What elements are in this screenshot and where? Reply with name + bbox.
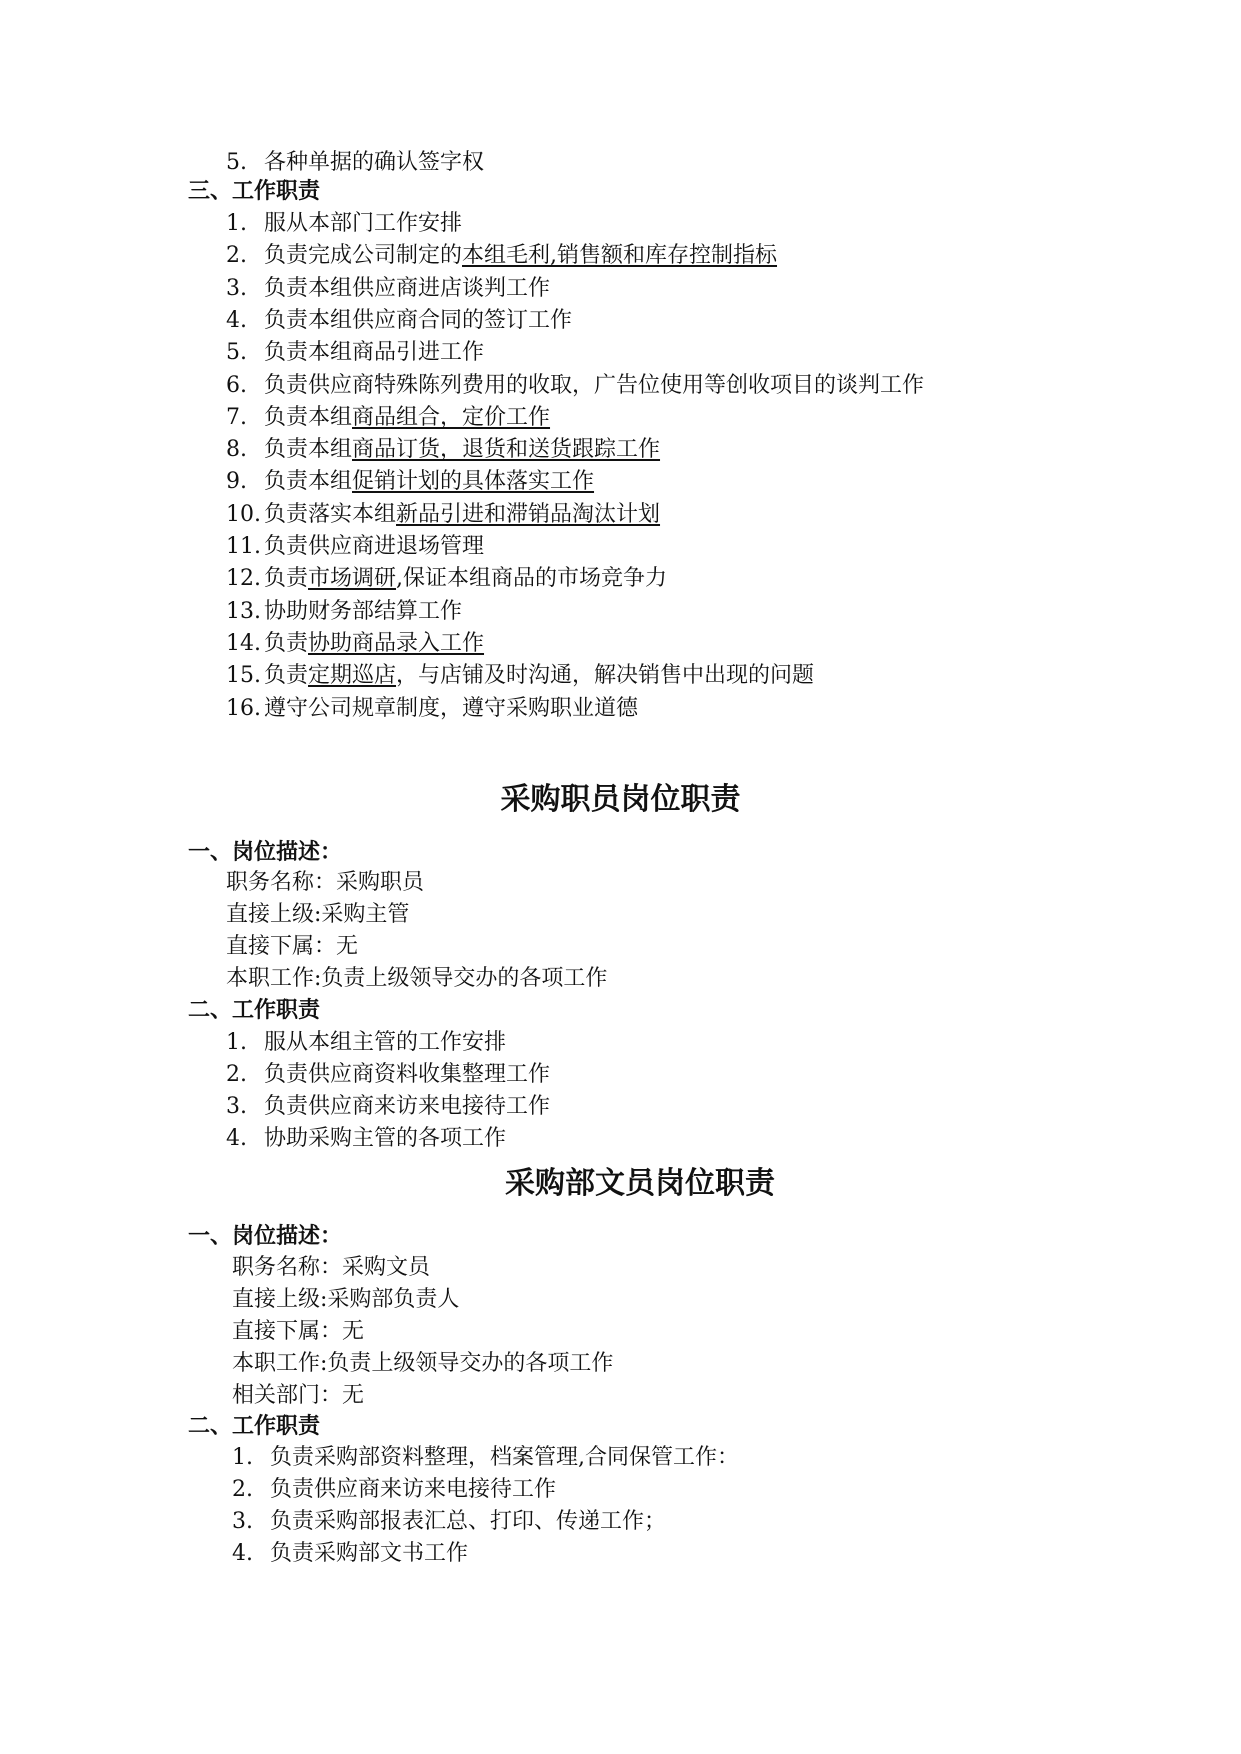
duty-text: 负责供应商进退场管理 <box>264 534 485 559</box>
duty-number: 11. <box>226 534 261 559</box>
duty-number: 2. <box>226 243 247 268</box>
duty-text: 协助财务部结算工作 <box>264 599 463 624</box>
description-line: 直接上级:采购主管 <box>226 902 410 927</box>
section-heading: 二、工作职责 <box>188 998 321 1023</box>
duty-item <box>226 371 924 401</box>
duty-text-underlined: 市场调研 <box>308 566 397 591</box>
duty-item <box>226 241 777 271</box>
duty-item <box>226 306 572 336</box>
duty-text-underlined: 定期巡店 <box>308 663 397 688</box>
duty-text-underlined: 协助商品录入工作 <box>308 631 485 656</box>
section-heading: 二、工作职责 <box>188 1414 321 1439</box>
duty-item: 3. 负责供应商来访来电接待工作 <box>226 1094 551 1119</box>
duty-number: 5. <box>226 340 247 365</box>
duty-item <box>226 435 660 465</box>
section-title: 采购职员岗位职责 <box>500 782 741 817</box>
duty-item <box>226 694 638 724</box>
duty-number: 13. <box>226 599 261 624</box>
duty-number: 12. <box>226 566 261 591</box>
duty-number: 3. <box>226 276 247 301</box>
duty-text: 负责本组供应商合同的签订工作 <box>264 308 573 333</box>
duty-text-underlined: 商品订货，退货和送货跟踪工作 <box>352 437 661 462</box>
duty-text-underlined: 新品引进和滞销品淘汰计划 <box>396 502 661 527</box>
duty-item: 3. 负责采购部报表汇总、打印、传递工作； <box>232 1509 667 1534</box>
description-line: 本职工作:负责上级领导交办的各项工作 <box>232 1351 614 1376</box>
duty-item <box>226 467 594 497</box>
duty-text: 负责供应商特殊陈列费用的收取，广告位使用等创收项目的谈判工作 <box>264 373 925 398</box>
section-heading: 一、岗位描述： <box>188 840 343 865</box>
duty-text: 服从本部门工作安排 <box>264 211 463 236</box>
duty-item <box>226 564 667 594</box>
duty-item <box>226 274 550 304</box>
duty-text: 负责 <box>264 631 309 656</box>
duty-text: 负责本组 <box>264 405 353 430</box>
duty-number: 8. <box>226 437 247 462</box>
duty-number: 4. <box>226 308 247 333</box>
duty-number: 1. <box>226 211 247 236</box>
duty-number: 16. <box>226 696 261 721</box>
description-line: 直接下属：无 <box>232 1319 365 1344</box>
description-line: 直接上级:采购部负责人 <box>232 1287 460 1312</box>
duty-text: 负责本组 <box>264 469 353 494</box>
description-line: 相关部门：无 <box>232 1383 365 1408</box>
duty-item: 2. 负责供应商来访来电接待工作 <box>232 1477 557 1502</box>
duty-item <box>226 629 484 659</box>
section-heading: 一、岗位描述： <box>188 1224 343 1249</box>
duty-text-underlined: 商品组合，定价工作 <box>352 405 551 430</box>
duty-item <box>226 500 660 530</box>
duty-item <box>226 209 462 239</box>
duty-text: 负责本组商品引进工作 <box>264 340 485 365</box>
duty-number: 6. <box>226 373 247 398</box>
duty-item: 4. 负责采购部文书工作 <box>232 1541 469 1566</box>
duty-item: 4. 协助采购主管的各项工作 <box>226 1126 507 1151</box>
duty-text: 负责 <box>264 663 309 688</box>
duty-text: 负责本组供应商进店谈判工作 <box>264 276 551 301</box>
duty-number: 9. <box>226 469 247 494</box>
description-line: 直接下属：无 <box>226 934 359 959</box>
duty-number: 14. <box>226 631 261 656</box>
duty-text-underlined: 本组毛利,销售额和库存控制指标 <box>462 243 778 268</box>
duty-number: 10. <box>226 502 261 527</box>
duty-text: 负责 <box>264 566 309 591</box>
duty-text: 遵守公司规章制度，遵守采购职业道德 <box>264 696 639 721</box>
section-heading: 三、工作职责 <box>188 179 321 204</box>
duty-number: 15. <box>226 663 261 688</box>
rights-item: 5. 各种单据的确认签字权 <box>226 150 485 175</box>
duty-item <box>226 532 484 562</box>
description-line: 职务名称：采购职员 <box>226 870 425 895</box>
duty-text-underlined: 促销计划的具体落实工作 <box>352 469 595 494</box>
duty-text: ,保证本组商品的市场竞争力 <box>396 566 668 591</box>
description-line: 职务名称：采购文员 <box>232 1255 431 1280</box>
description-line: 本职工作:负责上级领导交办的各项工作 <box>226 966 608 991</box>
duty-item <box>226 338 484 368</box>
duty-text: 负责落实本组 <box>264 502 397 527</box>
duty-item: 1. 服从本组主管的工作安排 <box>226 1030 507 1055</box>
duty-item <box>226 661 814 691</box>
duty-number: 7. <box>226 405 247 430</box>
duty-item: 1. 负责采购部资料整理，档案管理,合同保管工作： <box>232 1445 739 1470</box>
duty-item <box>226 403 550 433</box>
section-title: 采购部文员岗位职责 <box>505 1166 775 1201</box>
duty-text: 负责完成公司制定的 <box>264 243 463 268</box>
duty-item: 2. 负责供应商资料收集整理工作 <box>226 1062 551 1087</box>
duty-item <box>226 597 462 627</box>
duty-text: ，与店铺及时沟通，解决销售中出现的问题 <box>396 663 815 688</box>
duty-text: 负责本组 <box>264 437 353 462</box>
